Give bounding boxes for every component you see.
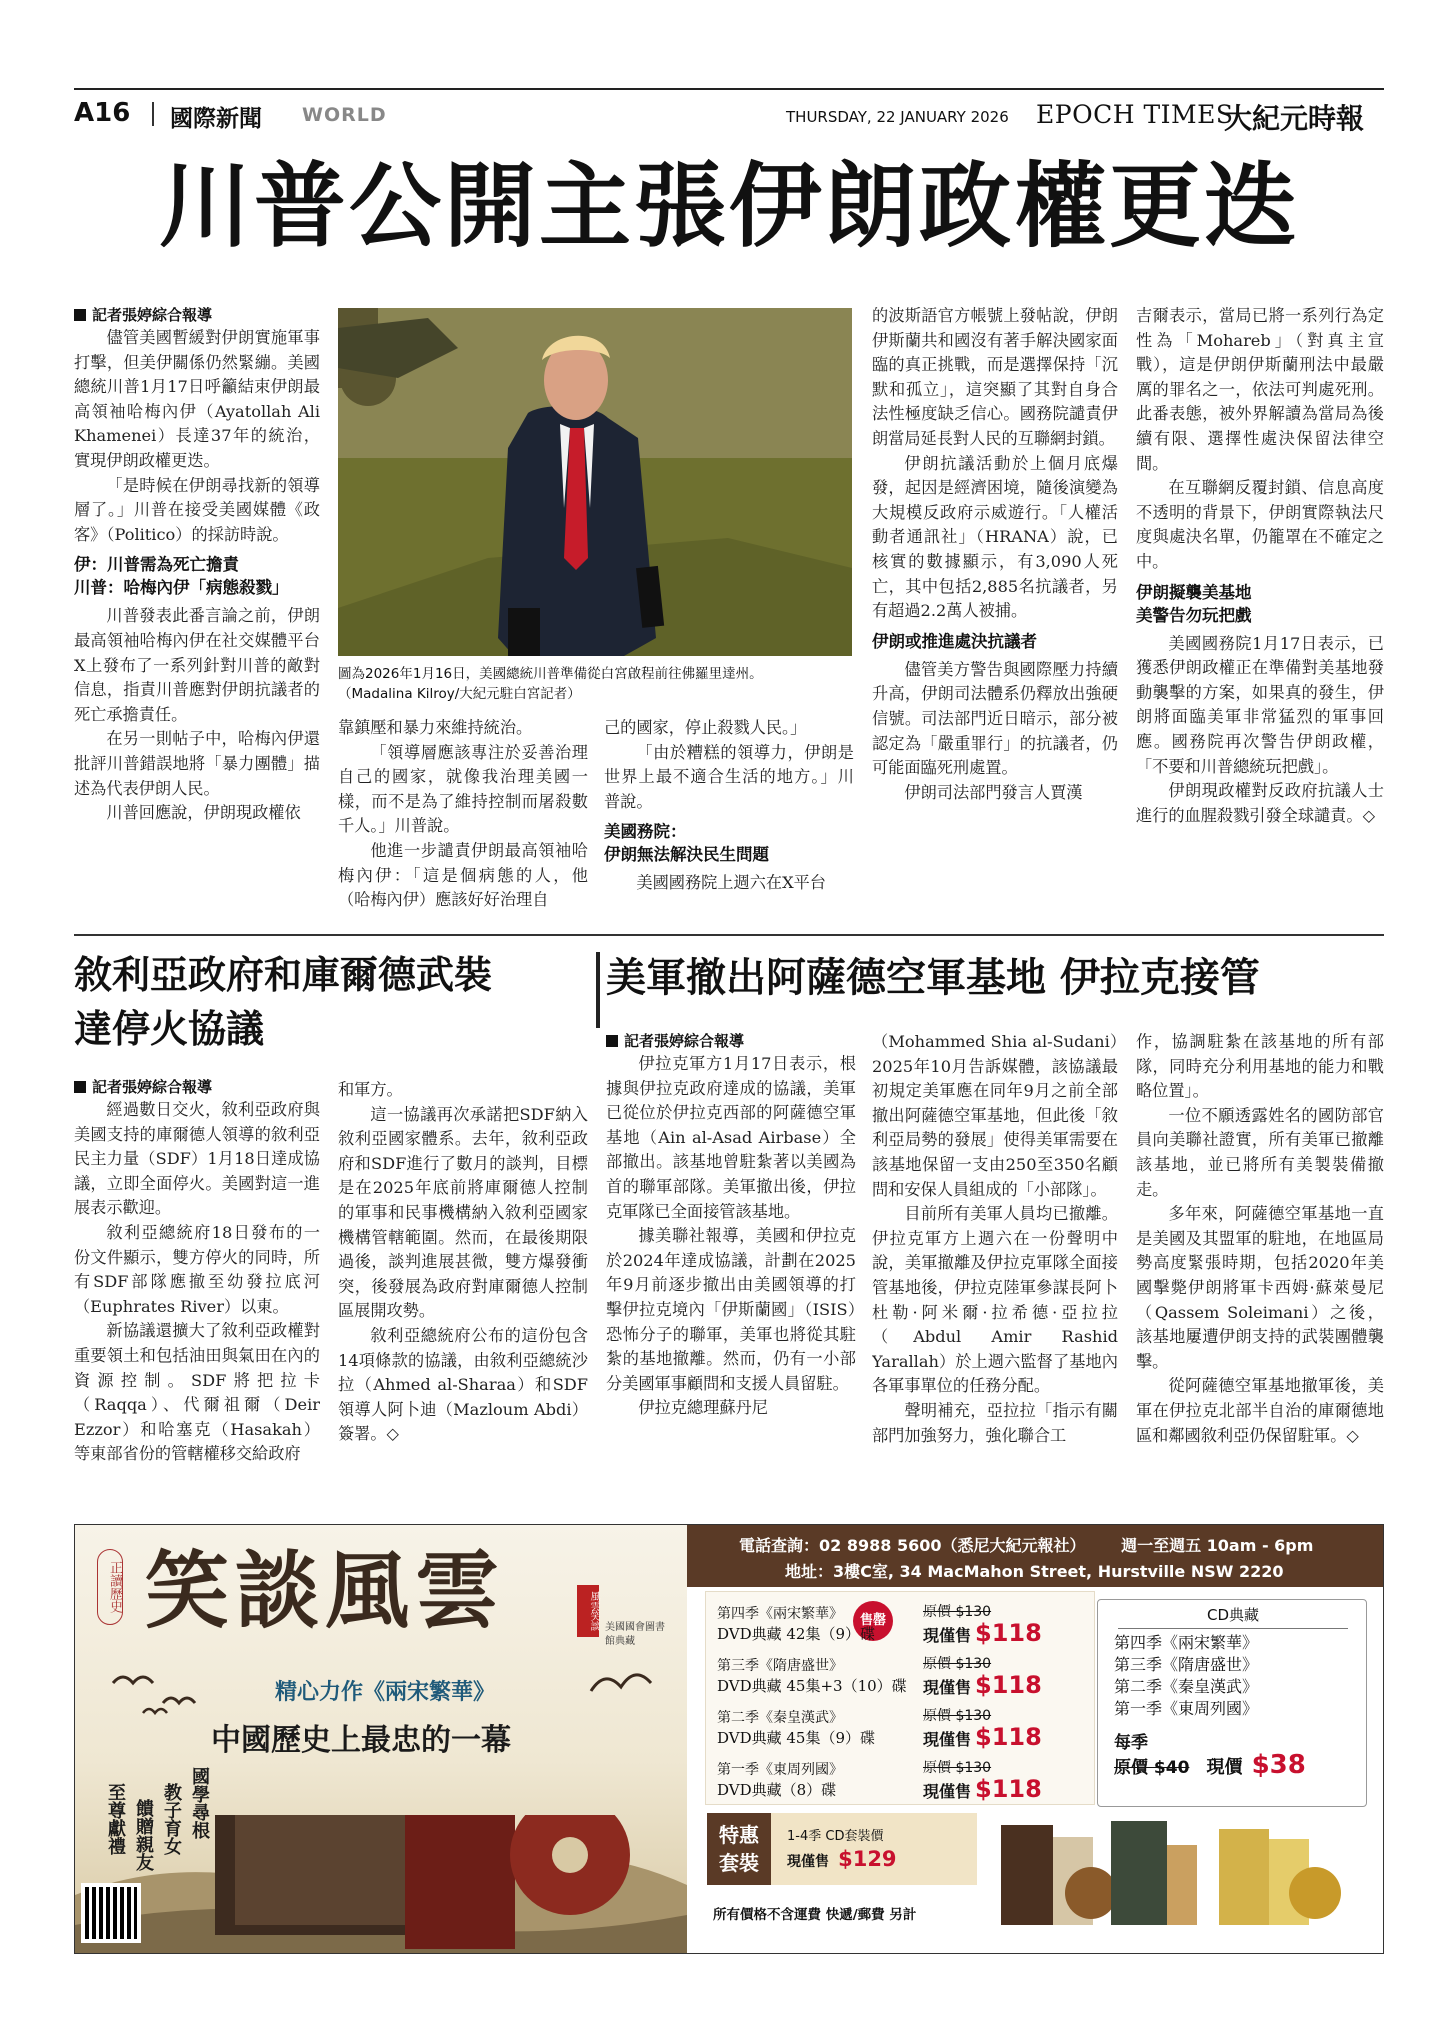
cd-each: 每季: [1114, 1733, 1148, 1753]
dvd-item: [705, 1705, 1095, 1755]
ad-vertical-tag: 正讀歷史: [97, 1549, 123, 1625]
ad-footer-note: 所有價格不含運費 快遞/郵費 另計: [713, 1907, 917, 1923]
subheading: 伊朗或推進處決抗議者: [872, 631, 1037, 651]
dvd-desc: DVD典藏 45集（9）碟: [717, 1729, 876, 1747]
byline: 記者張婷綜合報導: [74, 304, 320, 326]
main-headline: 川普公開主張伊朗政權更迭: [158, 153, 1299, 260]
dvd-season: 第二季《秦皇漢武》: [717, 1710, 843, 1726]
cd-item: 第二季《秦皇漢武》: [1114, 1677, 1259, 1696]
story3-col2: （Mohammed Shia al-Sudani）2025年10月告訴媒體，該協議最初規定美軍應在同年9月之前全部撤出阿薩德空軍基地，但此後「敘利亞局勢的發展」使得美軍需要在該基地保留一支由250至350名顧問和安保人員組成的「小部隊」。 目前所有美軍人員均已撤離。伊拉克軍方上週六在一份聲明中說，美軍撤離及伊拉克軍隊全面接管基地後，伊拉克陸軍參謀長阿卜杜勒·阿米爾·拉希德·亞拉拉（Abdul Amir Rashid Yarallah）於上週六監督了基地內各軍事單位的任務分配。 聲明補充，亞拉拉「指示有關部門加強努力，強化聯合工: [872, 1032, 1118, 1445]
masthead: [74, 96, 1384, 135]
birds-illustration: [103, 1653, 233, 1723]
dvd-season: 第四季《兩宋繁華》: [717, 1606, 843, 1622]
story2-col1: 記者張婷綜合報導 經過數日交火，敘利亞政府與美國支持的庫爾德人領導的敘利亞民主力量（SDF）1月18日達成協議，立即全面停火。美國對這一進展表示歡迎。 敘利亞總統府18日發布的一份文件顯示，雙方停火的同時，所有SDF部隊應撤至幼發拉底河（Euphrates River）以東。 新協議還擴大了敘利亞政權對重要領土和包括油田與氣田在內的資源控制。SDF將把拉卡（Raqqa）、代爾祖爾（Deir Ezzor）和哈塞克（Hasakah）等東部省份的管轄權移交給政府: [74, 1078, 320, 1464]
cd-title: CD典藏: [1206, 1606, 1260, 1624]
landscape-illustration: [75, 1815, 687, 1954]
special-desc: 1-4季 CD套裝價: [787, 1829, 884, 1844]
byline: 記者張婷綜合報導: [74, 1076, 320, 1098]
ad-contact-banner: [687, 1525, 1384, 1587]
dvd-desc: DVD典藏 42集（9）碟: [717, 1625, 876, 1643]
story1-col5: 吉爾表示，當局已將一系列行為定性為「Mohareb」（對真主宣戰），這是伊朗伊斯蘭刑法中最嚴厲的罪名之一，依法可判處死刑。此番表態，被外界解讀為當局為後續有限、選擇性處決保留法律空間。 在互聯網反覆封鎖、信息高度不透明的背景下，伊朗實際執法尺度與處決名單，仍籠罩在不確定之中。 伊朗擬襲美基地 美警告勿玩把戲 美國國務院1月17日表示，已獲悉伊朗政權正在準備對美基地發動襲擊的方案，如果真的發生，伊朗將面臨美軍非常猛烈的軍事回應。國務院再次警告伊朗政權，「不要和川普總統玩把戲」。 伊朗現政權對反政府抗議人士進行的血腥殺戮引發全球譴責。◇: [1136, 306, 1384, 825]
news-photo: [338, 308, 852, 656]
section-cn: 國際新聞: [170, 106, 262, 132]
ad-tagline-2: 中國歷史上最忠的一幕: [211, 1723, 511, 1758]
product-boxes-illustration: [993, 1815, 1373, 1935]
dvd-item: [705, 1757, 1095, 1807]
special-offer: [707, 1813, 977, 1885]
dvd-now-price: 現僅售 $118: [923, 1723, 1042, 1751]
byline: 記者張婷綜合報導: [606, 1030, 856, 1052]
qr-code-icon[interactable]: [85, 1887, 137, 1939]
photo-illustration: [338, 308, 852, 656]
page-number: A16: [74, 98, 131, 128]
sold-out-badge: 售罄: [853, 1601, 893, 1641]
special-tag: 特惠 套裝: [707, 1813, 771, 1885]
story3-col3: 作，協調駐紮在該基地的所有部隊，同時充分利用基地的能力和戰略位置」。 一位不願透露姓名的國防部官員向美聯社證實，所有美軍已撤離該基地，並已將所有美製裝備撤走。 多年來，阿薩德空軍基地一直是美國及其盟軍的駐地，在地區局勢高度緊張時期，包括2020年美國擊斃伊朗將軍卡西姆·蘇萊曼尼（Qassem Soleimani）之後，該基地屢遭伊朗支持的武裝團體襲擊。 從阿薩德空軍基地撤軍後，美軍在伊拉克北部半自治的庫爾德地區和鄰國敘利亞仍保留駐軍。◇: [1136, 1032, 1384, 1445]
ad-seal: 風雲笑談: [577, 1585, 599, 1637]
advertisement: [74, 1524, 1384, 1954]
story3-headline: 美軍撤出阿薩德空軍基地 伊拉克接管: [606, 955, 1260, 1001]
story1-col4: 的波斯語官方帳號上發帖說，伊朗伊斯蘭共和國沒有著手解決國家面臨的真正挑戰，而是選擇保持「沉默和孤立」，這突顯了其對自身合法性極度缺乏信心。國務院譴責伊朗當局延長對人民的互聯網封鎖。 伊朗抗議活動於上個月底爆發，起因是經濟困境，隨後演變為大規模反政府示威遊行。「人權活動者通訊社」（HRANA）說，已核實的數據顯示，有3,090人死亡，其中包括2,885名抗議者，另有超過2.2萬人被捕。 伊朗或推進處決抗議者 儘管美方警告與國際壓力持續升高，伊朗司法體系仍釋放出強硬信號。司法部門近日暗示，部分被認定為「嚴重罪行」的抗議者，仍可能面臨死刑處置。 伊朗司法部門發言人賈漢: [872, 306, 1118, 802]
story3-col1: 記者張婷綜合報導 伊拉克軍方1月17日表示，根據與伊拉克政府達成的協議，美軍已從位於伊拉克西部的阿薩德空軍基地（Ain al-Asad Airbase）全部撤出。該基地曾駐紮著以美國為首的聯軍部隊。美軍撤出後，伊拉克軍隊已全面接管該基地。 據美聯社報導，美國和伊拉克於2024年達成協議，計劃在2025年9月前逐步撤出由美國領導的打擊伊拉克境內「伊斯蘭國」（ISIS）恐怖分子的聯軍，美軍也將從其駐紮的基地撤離。然而，仍有一小部分美國軍事顧問和支援人員留駐。 伊拉克總理蘇丹尼: [606, 1032, 856, 1418]
dvd-orig-price: 原價 $130: [923, 1708, 992, 1724]
section-en: WORLD: [302, 104, 387, 126]
issue-date: THURSDAY, 22 JANUARY 2026: [786, 108, 1009, 126]
dvd-item: [705, 1653, 1095, 1703]
bird-illustration: [583, 1651, 663, 1721]
ad-tagline-1: 精心力作《兩宋繁華》: [275, 1680, 496, 1705]
photo-caption: 圖為2026年1月16日，美國總統川普準備從白宮啟程前往佛羅里達州。 （Madalina Kilroy/大紀元駐白宮記者）: [338, 666, 763, 702]
dvd-now-price: 現僅售 $118: [923, 1775, 1042, 1803]
dvd-now-price: 現僅售 $118: [923, 1619, 1042, 1647]
ad-hours: 週一至週五 10am - 6pm: [1121, 1536, 1314, 1555]
dvd-season: 第一季《東周列國》: [717, 1762, 843, 1778]
dvd-item: [705, 1601, 1095, 1651]
ad-title: 笑談風雲: [145, 1541, 506, 1640]
dvd-season: 第三季《隋唐盛世》: [717, 1658, 843, 1674]
library-note: 美國國會圖書館典藏: [605, 1622, 665, 1647]
cd-items: [1114, 1632, 1354, 1720]
dvd-list: [705, 1591, 1095, 1805]
subheading: 美國務院： 伊朗無法解決民生問題: [604, 822, 769, 865]
subheading: 伊：川普需為死亡擔責 川普：哈梅內伊「病態殺戮」: [74, 555, 289, 598]
ad-phrases: 國學尋根 教子育女 饋贈親友 至尊獻禮: [105, 1767, 210, 1871]
dvd-now-price: 現僅售 $118: [923, 1671, 1042, 1699]
cd-item: 第一季《東周列國》: [1114, 1699, 1259, 1718]
subheading: 伊朗擬襲美基地 美警告勿玩把戲: [1136, 582, 1252, 625]
story1-col3: 己的國家，停止殺戮人民。」 「由於糟糕的領導力，伊朗是世界上最不適合生活的地方。」川普說。 美國務院： 伊朗無法解決民生問題 美國國務院上週六在X平台: [604, 718, 854, 893]
special-price: 現僅售 $129: [787, 1847, 897, 1871]
cd-box: [1097, 1599, 1367, 1807]
dvd-orig-price: 原價 $130: [923, 1656, 992, 1672]
brand-en: EPOCH TIMES: [1036, 100, 1234, 129]
ad-address: 地址：3樓C室, 34 MacMahon Street, Hurstville NSW 2220: [785, 1562, 1284, 1581]
dvd-orig-price: 原價 $130: [923, 1604, 992, 1620]
cd-item: 第四季《兩宋繁華》: [1114, 1633, 1259, 1652]
dvd-desc: DVD典藏（8）碟: [717, 1781, 837, 1799]
ad-art-panel: [75, 1525, 687, 1954]
story2-headline: 敘利亞政府和庫爾德武裝 達停火協議: [74, 953, 493, 1051]
dvd-desc: DVD典藏 45集+3（10）碟: [717, 1677, 907, 1695]
ad-phone: 電話查詢：02 8988 5600（悉尼大紀元報社）: [739, 1536, 1086, 1555]
dvd-orig-price: 原價 $130: [923, 1760, 992, 1776]
story2-col2: 和軍方。 這一協議再次承諾把SDF納入敘利亞國家體系。去年，敘利亞政府和SDF進行了數月的談判，目標是在2025年底前將庫爾德人控制的軍事和民事機構納入敘利亞國家機構管轄範圍。然而，在最後期限過後，談判進展甚微，雙方爆發衝突，後發展為政府對庫爾德人控制區展開攻勢。 敘利亞總統府公布的這份包含14項條款的協議，由敘利亞總統沙拉（Ahmed al-Sharaa）和SDF領導人阿卜迪（Mazloum Abdi）簽署。◇: [338, 1080, 588, 1444]
story1-col1: 記者張婷綜合報導 儘管美國暫緩對伊朗實施軍事打擊，但美伊關係仍然緊繃。美國總統川普1月17日呼籲結束伊朗最高領袖哈梅內伊（Ayatollah Ali Khamenei）長達37年的統治，實現伊朗政權更迭。 「是時候在伊朗尋找新的領導層了。」川普在接受美國媒體《政客》（Politico）的採訪時說。 伊：川普需為死亡擔責 川普：哈梅內伊「病態殺戮」 川普發表此番言論之前，伊朗最高領袖哈梅內伊在社交媒體平台X上發布了一系列針對川普的敵對信息，指責川普應對伊朗抗議者的死亡承擔責任。 在另一則帖子中，哈梅內伊還批評川普錯誤地將「暴力團體」描述為代表伊朗人民。 川普回應說，伊朗現政權依: [74, 306, 320, 823]
cd-item: 第三季《隋唐盛世》: [1114, 1655, 1259, 1674]
cd-price: 原價 $40 現價 $38: [1114, 1750, 1306, 1780]
story1-col2: 靠鎮壓和暴力來維持統治。 「領導層應該專注於妥善治理自己的國家，就像我治理美國一樣，而不是為了維持控制而屠殺數千人。」川普說。 他進一步譴責伊朗最高領袖哈梅內伊：「這是個病態的人，他（哈梅內伊）應該好好治理自: [338, 718, 588, 910]
brand-cn: 大紀元時報: [1224, 102, 1365, 135]
